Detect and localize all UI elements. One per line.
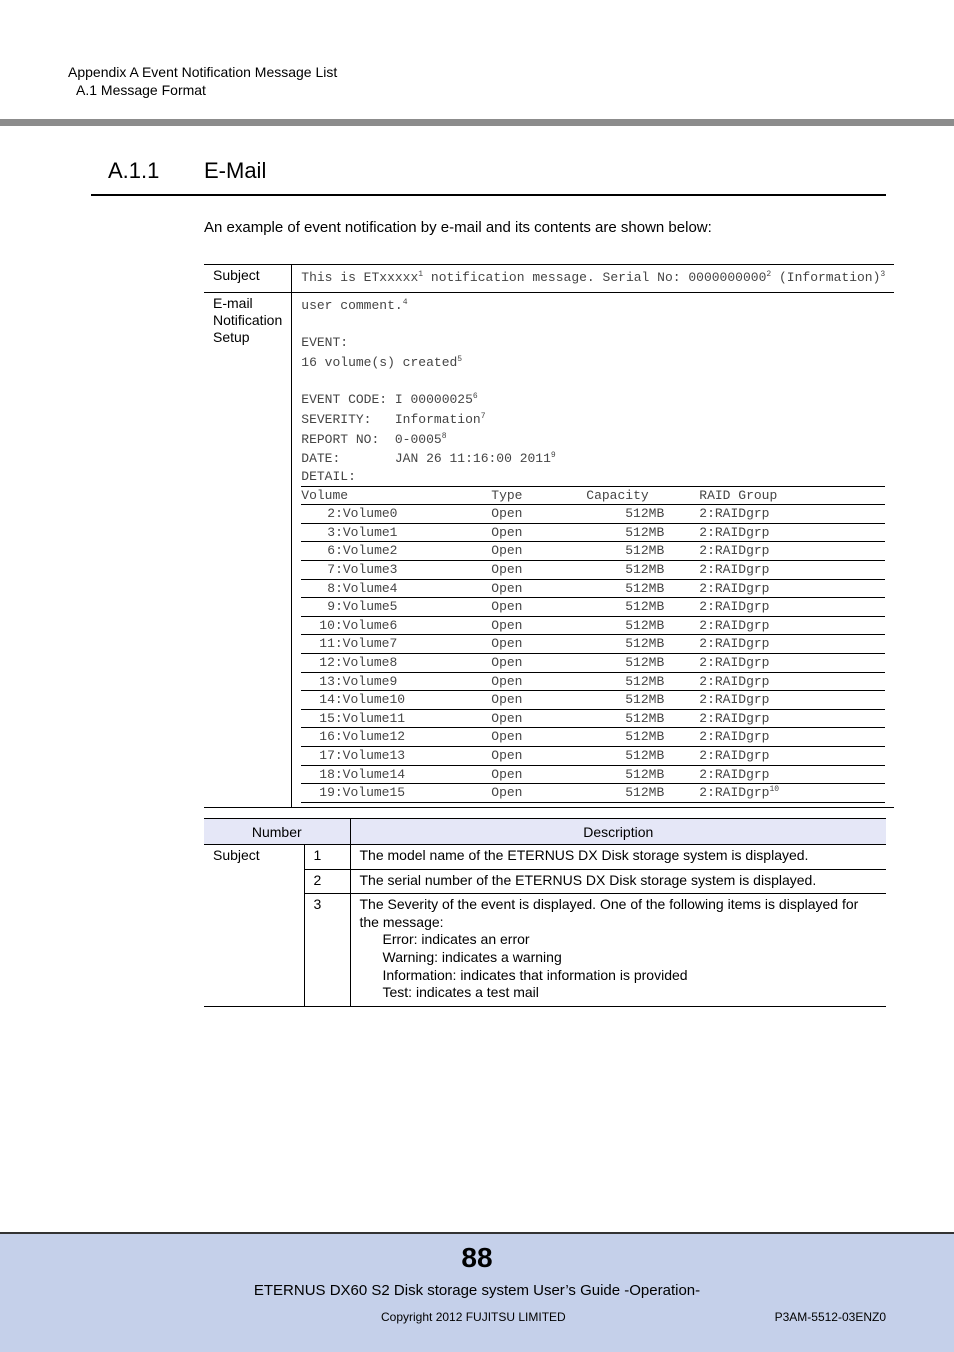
event-code: EVENT CODE: I 00000025$^6$ [301,392,478,407]
event-label: EVENT: [301,335,349,350]
volume-row [301,635,885,654]
col-capacity: Capacity [586,487,649,503]
volume-type: Open [491,692,523,708]
volume-type: Open [491,636,523,652]
volume-name: 11:Volume7 [319,636,398,652]
volume-name: 10:Volume6 [319,617,398,633]
volume-name: 18:Volume14 [319,766,406,782]
volume-row [301,560,885,579]
row-number: 1 [304,845,350,870]
row-description: The serial number of the ETERNUS DX Disk storage system is displayed. [350,869,886,894]
volume-row [301,672,885,691]
volume-type: Open [491,524,523,540]
volume-capacity: 512MB [625,654,665,670]
volume-name: 19:Volume15 [319,785,406,801]
volume-capacity: 512MB [625,766,665,782]
volume-capacity: 512MB [625,543,665,559]
volume-raid-group: 2:RAIDgrp [699,506,770,522]
volume-raid-group: 2:RAIDgrp [699,636,770,652]
volume-row [301,523,885,542]
volume-row [301,765,885,784]
volume-raid-group: 2:RAIDgrp [699,617,770,633]
volume-capacity: 512MB [625,506,665,522]
volume-type: Open [491,599,523,615]
volume-name: 17:Volume13 [319,747,406,763]
severity-item: Information: indicates that information is provided [382,966,688,983]
header-description: Description [350,819,886,845]
volume-row [301,784,885,803]
email-example-table [204,264,894,808]
volume-type: Open [491,561,523,577]
volume-raid-group: 2:RAIDgrp [699,543,770,559]
subject-row [204,265,894,293]
volume-raid-group: 2:RAIDgrp [699,599,770,615]
volume-row [301,579,885,598]
volume-capacity: 512MB [625,692,665,708]
volume-type: Open [491,747,523,763]
volume-raid-group: 2:RAIDgrp [699,729,770,745]
severity-item: Warning: indicates a warning [382,948,562,965]
document-title: ETERNUS DX60 S2 Disk storage system User’s Guide -Operation- [253,1282,701,1299]
section-title: E-Mail [204,158,267,183]
volume-list [301,486,885,803]
user-comment: user comment.$^4$ [301,298,408,313]
section-number: A.1.1 [108,158,160,183]
subject-label: Subject [204,265,292,293]
volume-capacity: 512MB [625,561,665,577]
desc-header-row [204,819,886,845]
footnote-marker: 10 [769,785,780,795]
volume-name: 15:Volume11 [319,710,406,726]
volume-name: 7:Volume3 [327,561,398,577]
volume-raid-group: 2:RAIDgrp [699,654,770,670]
event-text: 16 volume(s) created$^5$ [301,355,463,370]
volume-type: Open [491,580,523,596]
volume-raid-group: 2:RAIDgrp [699,710,770,726]
volume-row [301,505,885,524]
document-id: P3AM-5512-03ENZ0 [774,1310,886,1324]
volume-capacity: 512MB [625,710,665,726]
volume-capacity: 512MB [625,617,665,633]
date: DATE: JAN 26 11:16:00 2011$^9$ [301,451,556,466]
col-raid-group: RAID Group [699,487,778,503]
volume-capacity: 512MB [625,599,665,615]
volume-type: Open [491,654,523,670]
volume-raid-group: 2:RAIDgrp [699,766,770,782]
volume-name: 14:Volume10 [319,692,406,708]
setup-row [204,293,894,808]
volume-row [301,746,885,765]
volume-name: 16:Volume12 [319,729,406,745]
volume-raid-group: 2:RAIDgrp$^{10}$ [699,785,780,801]
group-label: Subject [204,845,304,1007]
header-chapter: Appendix A Event Notification Message List [68,64,338,80]
volume-type: Open [491,506,523,522]
page-number: 88 [461,1242,493,1273]
header-number: Number [204,819,350,845]
section-heading [108,158,266,184]
volume-type: Open [491,710,523,726]
col-volume: Volume [301,487,349,503]
volume-name: 9:Volume5 [327,599,398,615]
volume-row [301,598,885,617]
severity-intro: The Severity of the event is displayed. One of the following items is displayed for the message: [359,896,859,930]
row-description: The model name of the ETERNUS DX Disk storage system is displayed. [350,845,886,870]
volume-raid-group: 2:RAIDgrp [699,747,770,763]
volume-name: 3:Volume1 [327,524,398,540]
header-bar [0,119,954,126]
volume-name: 2:Volume0 [327,506,398,522]
description-table [204,818,886,1007]
volume-name: 13:Volume9 [319,673,398,689]
detail-label: DETAIL: [301,469,356,484]
volume-type: Open [491,543,523,559]
row-description [350,894,886,1007]
volume-type: Open [491,617,523,633]
volume-row [301,728,885,747]
subject-value: This is ETxxxxx$^1$ notification message. Serial No: 0000000000$^2$ (Information)$^3$ [301,270,886,285]
volume-capacity: 512MB [625,524,665,540]
volume-name: 12:Volume8 [319,654,398,670]
header-section: A.1 Message Format [76,82,206,98]
volume-capacity: 512MB [625,580,665,596]
volume-capacity: 512MB [625,636,665,652]
section-rule [91,194,886,196]
desc-row [204,869,886,894]
volume-row [301,542,885,561]
desc-row [204,845,886,870]
setup-label: E-mail Notification Setup [204,293,292,808]
volume-row [301,691,885,710]
volume-name: 6:Volume2 [327,543,398,559]
copyright: Copyright 2012 FUJITSU LIMITED [381,1310,566,1324]
volume-raid-group: 2:RAIDgrp [699,561,770,577]
severity-item: Error: indicates an error [382,931,530,948]
volume-raid-group: 2:RAIDgrp [699,692,770,708]
row-number: 2 [304,869,350,894]
volume-raid-group: 2:RAIDgrp [699,580,770,596]
volume-capacity: 512MB [625,673,665,689]
volume-row [301,709,885,728]
severity-item: Test: indicates a test mail [382,984,539,1001]
volume-name: 8:Volume4 [327,580,398,596]
volume-type: Open [491,673,523,689]
volume-raid-group: 2:RAIDgrp [699,524,770,540]
volume-capacity: 512MB [625,785,665,801]
volume-raid-group: 2:RAIDgrp [699,673,770,689]
volume-header-row [301,486,885,505]
intro-text: An example of event notification by e-mail and its contents are shown below: [204,219,712,236]
row-number: 3 [304,894,350,1007]
setup-value [292,293,894,808]
volume-type: Open [491,729,523,745]
severity: SEVERITY: Information$^7$ [301,412,486,427]
volume-type: Open [491,785,523,801]
volume-row [301,616,885,635]
volume-capacity: 512MB [625,729,665,745]
volume-row [301,653,885,672]
col-type: Type [491,487,523,503]
volume-type: Open [491,766,523,782]
desc-row [204,894,886,1007]
report-no: REPORT NO: 0-0005$^8$ [301,432,447,447]
volume-capacity: 512MB [625,747,665,763]
